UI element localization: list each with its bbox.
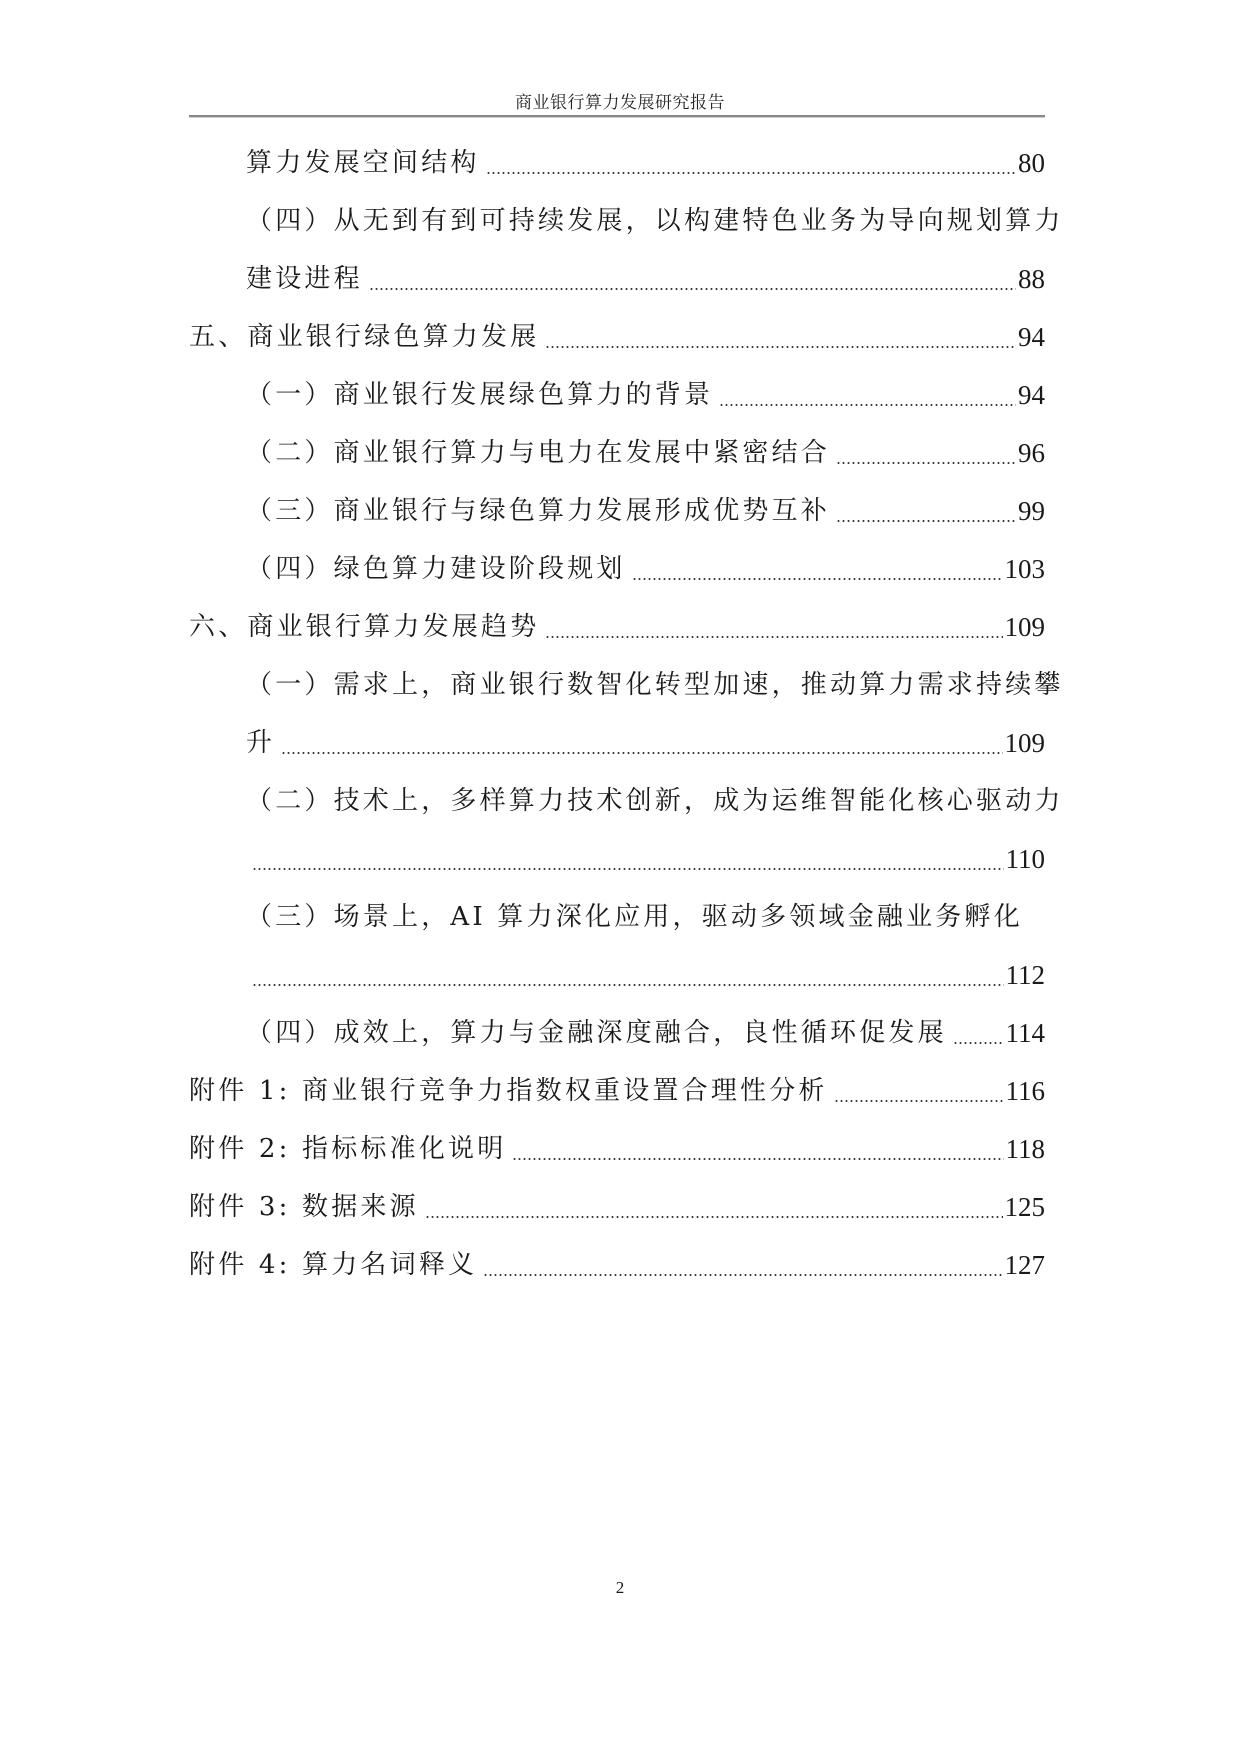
toc-entry-title: 附件 4: 算力名词释义 <box>189 1250 478 1280</box>
toc-entry-page: 88 <box>1018 264 1045 294</box>
toc-entry-title: （三）场景上，AI 算力深化应用，驱动多领域金融业务孵化 <box>246 902 1023 932</box>
toc-entry-title: （一）需求上，商业银行数智化转型加速，推动算力需求持续攀 <box>246 670 1064 700</box>
dot-leader <box>369 259 1016 299</box>
toc-entry[interactable] <box>246 723 1045 763</box>
toc-entry-page: 118 <box>1005 1134 1045 1164</box>
toc-entry-title: （四）绿色算力建设阶段规划 <box>246 554 626 584</box>
toc-entry[interactable] <box>246 549 1045 589</box>
dot-leader <box>483 1245 1002 1285</box>
dot-leader <box>836 491 1016 531</box>
toc-entry-title: 五、商业银行绿色算力发展 <box>189 322 540 352</box>
dot-leader <box>281 723 1002 763</box>
toc-entry[interactable] <box>246 955 1045 995</box>
toc-entry-page: 116 <box>1005 1076 1045 1106</box>
page-number: 2 <box>615 1578 625 1597</box>
dot-leader <box>545 317 1016 357</box>
toc-entry[interactable] <box>189 1071 1045 1111</box>
toc-entry-title: （二）商业银行算力与电力在发展中紧密结合 <box>246 438 831 468</box>
header-divider <box>189 115 1045 118</box>
toc-entry-page: 114 <box>1005 1018 1045 1048</box>
toc-entry-title: （一）商业银行发展绿色算力的背景 <box>246 380 714 410</box>
toc-entry-page: 80 <box>1018 148 1045 178</box>
toc-entry[interactable] <box>246 433 1045 473</box>
toc-entry[interactable] <box>246 839 1045 879</box>
toc-entry-title: 六、商业银行算力发展趋势 <box>189 612 540 642</box>
toc-entry-page: 125 <box>1004 1192 1045 1222</box>
toc-entry-page: 103 <box>1004 554 1045 584</box>
dot-leader <box>512 1129 1003 1169</box>
toc-entry-page: 112 <box>1005 960 1045 990</box>
toc-entry[interactable] <box>246 897 1045 937</box>
toc-entry[interactable] <box>246 781 1064 821</box>
toc-entry-page: 109 <box>1004 728 1045 758</box>
dot-leader <box>836 433 1016 473</box>
toc-entry[interactable] <box>189 1245 1045 1285</box>
toc-entry-title: 升 <box>246 728 276 758</box>
toc-entry[interactable] <box>246 665 1064 705</box>
toc-entry-page: 99 <box>1018 496 1045 526</box>
toc-entry[interactable] <box>189 607 1045 647</box>
toc-entry[interactable] <box>246 1013 1045 1053</box>
toc-entry-title: 算力发展空间结构 <box>246 148 480 178</box>
toc-entry-title: （四）成效上，算力与金融深度融合，良性循环促发展 <box>246 1018 947 1048</box>
toc-entry-title: 附件 1: 商业银行竞争力指数权重设置合理性分析 <box>189 1076 828 1106</box>
toc-entry[interactable] <box>189 1129 1045 1169</box>
dot-leader <box>834 1071 1004 1111</box>
dot-leader <box>953 1013 1004 1053</box>
dot-leader <box>545 607 1002 647</box>
toc-entry[interactable] <box>246 491 1045 531</box>
toc-entry[interactable] <box>246 201 1064 241</box>
toc-entry-title: 附件 3: 数据来源 <box>189 1192 419 1222</box>
toc-entry-title: 附件 2: 指标标准化说明 <box>189 1134 507 1164</box>
toc-entry[interactable] <box>246 259 1045 299</box>
dot-leader <box>486 143 1016 183</box>
toc-entry-page: 94 <box>1018 380 1045 410</box>
report-title: 商业银行算力发展研究报告 <box>515 93 725 113</box>
toc-entry-title: （二）技术上，多样算力技术创新，成为运维智能化核心驱动力 <box>246 786 1064 816</box>
dot-leader <box>719 375 1016 415</box>
toc-entry-title: （四）从无到有到可持续发展，以构建特色业务为导向规划算力 <box>246 206 1064 236</box>
toc-entry[interactable] <box>189 1187 1045 1227</box>
toc-entry-page: 127 <box>1004 1250 1045 1280</box>
dot-leader <box>632 549 1003 589</box>
toc-entry-page: 94 <box>1018 322 1045 352</box>
dot-leader <box>252 955 1004 995</box>
toc-entry[interactable] <box>189 317 1045 357</box>
toc-entry-title: （三）商业银行与绿色算力发展形成优势互补 <box>246 496 831 526</box>
toc-entry[interactable] <box>246 375 1045 415</box>
toc-entry-page: 96 <box>1018 438 1045 468</box>
dot-leader <box>425 1187 1003 1227</box>
toc-entry-title: 建设进程 <box>246 264 363 294</box>
dot-leader <box>252 839 1004 879</box>
toc-entry-page: 110 <box>1005 844 1045 874</box>
toc-entry-page: 109 <box>1004 612 1045 642</box>
toc-entry[interactable] <box>246 143 1045 183</box>
